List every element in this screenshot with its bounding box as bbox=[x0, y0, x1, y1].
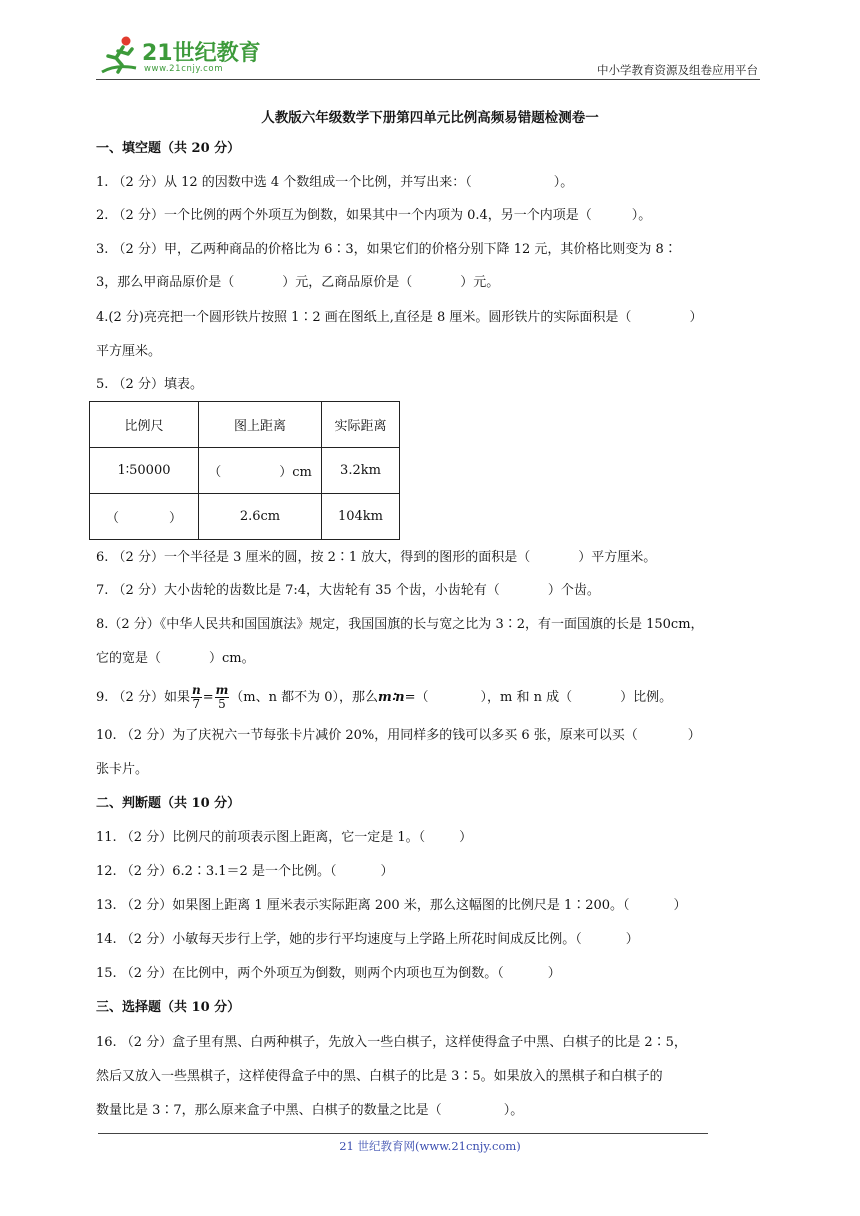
table-header-map-distance: 图上距离 bbox=[199, 402, 322, 448]
q13-text-end: ） bbox=[673, 898, 687, 913]
paren-open: （ bbox=[105, 511, 119, 526]
q12-text: 12. （2 分）6.2∶3.1＝2 是一个比例。（ bbox=[96, 864, 337, 879]
q11-text-end: ） bbox=[459, 830, 473, 845]
question-10-line-2: 张卡片。 bbox=[96, 762, 149, 777]
q6-text-end: ）平方厘米。 bbox=[578, 550, 657, 565]
table-row bbox=[90, 494, 400, 540]
table-header-scale: 比例尺 bbox=[90, 402, 199, 448]
q3-text-c: ）元。 bbox=[460, 275, 500, 290]
q9-text-end: ）比例。 bbox=[620, 690, 673, 705]
q16-text-end: ）。 bbox=[503, 1103, 524, 1118]
frac-denominator: 5 bbox=[218, 697, 226, 711]
section-heading-multiple-choice: 三、选择题（共 10 分） bbox=[96, 1000, 241, 1015]
q15-text: 15. （2 分）在比例中，两个外项互为倒数，则两个内项也互为倒数。（ bbox=[96, 966, 504, 981]
q4-text-end: ） bbox=[689, 310, 703, 325]
table-cell: 104km bbox=[322, 494, 400, 540]
q9-text-mid2: ），m 和 n 成（ bbox=[480, 690, 573, 705]
header-divider bbox=[96, 79, 760, 80]
scale-table bbox=[89, 401, 400, 540]
question-13 bbox=[96, 897, 687, 915]
q8-text: 它的宽是（ bbox=[96, 651, 162, 666]
q6-text: 6. （2 分）一个半径是 3 厘米的圆，按 2∶1 放大，得到的图形的面积是（ bbox=[96, 550, 531, 565]
q16-text: 数量比是 3∶7，那么原来盒子中黑、白棋子的数量之比是（ bbox=[96, 1103, 442, 1118]
q11-text: 11. （2 分）比例尺的前项表示图上距离，它一定是 1。（ bbox=[96, 830, 426, 845]
q14-text-end: ） bbox=[625, 932, 639, 947]
logo-text: 21世纪教育 bbox=[142, 41, 261, 66]
question-5: 5. （2 分）填表。 bbox=[96, 377, 203, 392]
question-7 bbox=[96, 582, 600, 600]
section-heading-true-false: 二、判断题（共 10 分） bbox=[96, 796, 241, 811]
paren-close: ） bbox=[169, 511, 183, 526]
document-title: 人教版六年级数学下册第四单元比例高频易错题检测卷一 bbox=[261, 110, 599, 126]
table-cell-blank[interactable] bbox=[199, 448, 322, 494]
runner-logo-icon bbox=[96, 34, 142, 78]
q2-text-end: ）。 bbox=[631, 208, 652, 223]
q15-text-end: ） bbox=[547, 966, 561, 981]
question-16-line-1: 16. （2 分）盒子里有黑、白两种棋子，先放入一些白棋子，这样使得盒子中黑、白棋子的比是 2∶5， bbox=[96, 1035, 687, 1050]
paren-open: （ bbox=[208, 465, 222, 480]
q14-text: 14. （2 分）小敏每天步行上学，她的步行平均速度与上学路上所花时间成反比例。（ bbox=[96, 932, 582, 947]
q12-text-end: ） bbox=[380, 864, 394, 879]
question-15 bbox=[96, 965, 561, 983]
footer-divider bbox=[98, 1133, 708, 1134]
frac-denominator: 7 bbox=[192, 697, 201, 711]
question-12 bbox=[96, 863, 393, 881]
q2-text: 2. （2 分）一个比例的两个外项互为倒数，如果其中一个内项为 0.4，另一个内项是（ bbox=[96, 208, 592, 223]
frac-numerator: n bbox=[191, 683, 201, 697]
q9-ratio: m∶n bbox=[378, 690, 405, 705]
q1-text-end: ）。 bbox=[553, 175, 574, 190]
question-4-line-2: 平方厘米。 bbox=[96, 344, 162, 359]
table-header-row bbox=[90, 402, 400, 448]
question-2 bbox=[96, 207, 651, 225]
site-logo[interactable] bbox=[96, 34, 266, 78]
logo-url: www.21cnjy.com bbox=[144, 64, 224, 74]
q3-text-b: ）元，乙商品原价是（ bbox=[282, 275, 413, 290]
equals-sign: = bbox=[202, 690, 214, 705]
question-11 bbox=[96, 829, 472, 847]
table-header-actual-distance: 实际距离 bbox=[322, 402, 400, 448]
question-16-line-2: 然后又放入一些黑棋子，这样使得盒子中的黑、白棋子的比是 3∶5。如果放入的黑棋子和白棋子的 bbox=[96, 1069, 663, 1084]
question-14 bbox=[96, 931, 639, 949]
platform-tagline: 中小学教育资源及组卷应用平台 bbox=[597, 63, 758, 77]
q13-text: 13. （2 分）如果图上距离 1 厘米表示实际距离 200 米，那么这幅图的比例尺是 1∶200。（ bbox=[96, 898, 630, 913]
q1-text: 1. （2 分）从 12 的因数中选 4 个数组成一个比例，并写出来：（ bbox=[96, 175, 472, 190]
q10-text-end: ） bbox=[687, 728, 701, 743]
question-9 bbox=[96, 684, 672, 711]
page-footer-link[interactable]: 21 世纪教育网(www.21cnjy.com) bbox=[339, 1139, 521, 1153]
paren-close-unit: ）cm bbox=[279, 465, 312, 480]
frac-numerator: m bbox=[215, 683, 229, 697]
table-cell: 2.6cm bbox=[199, 494, 322, 540]
fraction-n-over-7 bbox=[191, 684, 202, 711]
question-10-line-1 bbox=[96, 727, 701, 745]
q7-text: 7. （2 分）大小齿轮的齿数比是 7:4，大齿轮有 35 个齿，小齿轮有（ bbox=[96, 583, 500, 598]
q8-text-end: ）cm。 bbox=[209, 651, 255, 666]
question-6 bbox=[96, 549, 656, 567]
table-row bbox=[90, 448, 400, 494]
question-8-line-2 bbox=[96, 650, 255, 668]
question-4-line-1 bbox=[96, 309, 702, 327]
page-header bbox=[96, 34, 760, 80]
question-3-line-1: 3. （2 分）甲，乙两种商品的价格比为 6∶3，如果它们的价格分别下降 12 元，其价格比则变为 8∶ bbox=[96, 242, 677, 257]
q4-text: 4.(2 分)亮亮把一个圆形铁片按照 1∶2 画在图纸上,直径是 8 厘米。圆形铁片的实际面积是（ bbox=[96, 310, 632, 325]
table-cell: 1∶50000 bbox=[90, 448, 199, 494]
question-3-line-2 bbox=[96, 274, 499, 292]
question-1 bbox=[96, 174, 573, 192]
table-cell-blank[interactable] bbox=[90, 494, 199, 540]
table-cell: 3.2km bbox=[322, 448, 400, 494]
q3-text-a: 3，那么甲商品原价是（ bbox=[96, 275, 235, 290]
q9-text: 9. （2 分）如果 bbox=[96, 690, 190, 705]
q10-text: 10. （2 分）为了庆祝六一节每张卡片减价 20%，用同样多的钱可以多买 6 张，原来可以买（ bbox=[96, 728, 638, 743]
q9-text-mid: （m、n 都不为 0），那么 bbox=[230, 690, 379, 705]
q9-text-eq: =（ bbox=[404, 690, 429, 705]
fraction-m-over-5 bbox=[215, 684, 230, 711]
question-8-line-1: 8.（2 分）《中华人民共和国国旗法》规定，我国国旗的长与宽之比为 3∶2，有一面国旗的长是 150cm， bbox=[96, 617, 704, 632]
section-heading-fill-blank: 一、填空题（共 20 分） bbox=[96, 141, 241, 156]
question-16-line-3 bbox=[96, 1102, 523, 1120]
q7-text-end: ）个齿。 bbox=[547, 583, 600, 598]
